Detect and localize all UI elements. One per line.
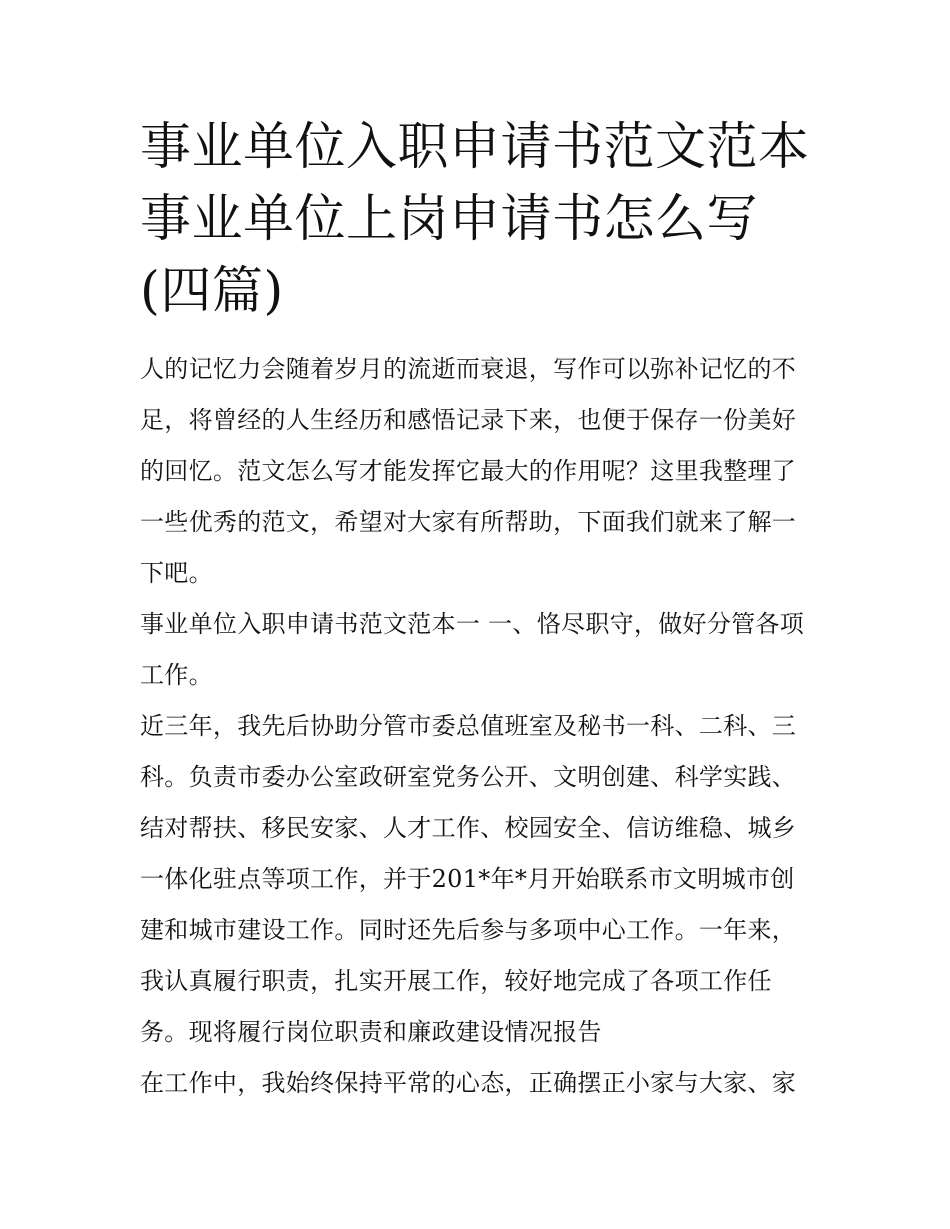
body-paragraph: 在工作中，我始终保持平常的心态，正确摆正小家与大家、家	[140, 1069, 797, 1097]
body-paragraph: 近三年，我先后协助分管市委总值班室及秘书一科、二科、三科。负责市委办公室政研室党务公开、文明创建、科学实践、结对帮扶、移民安家、人才工作、校园安全、信访维稳、城乡一体化驻点等项工作，并于201*年*月开始联系市文明城市创建和城市建设工作。同时还先后参与多项中心工作。一年来，我认真履行职责，扎实开展工作，较好地完成了各项工作任务。现将履行岗位职责和廉政建设情况报告	[140, 712, 797, 1046]
document-title: 事业单位入职申请书范文范本事业单位上岗申请书怎么写(四篇)	[140, 118, 810, 321]
document-page	[140, 112, 812, 1109]
section-heading-paragraph: 事业单位入职申请书范文范本一 一、恪尽职守，做好分管各项工作。	[140, 610, 805, 689]
intro-paragraph: 人的记忆力会随着岁月的流逝而衰退，写作可以弥补记忆的不足，将曾经的人生经历和感悟记录下来，也便于保存一份美好的回忆。范文怎么写才能发挥它最大的作用呢？这里我整理了一些优秀的范文，希望对大家有所帮助，下面我们就来了解一下吧。	[140, 355, 797, 587]
